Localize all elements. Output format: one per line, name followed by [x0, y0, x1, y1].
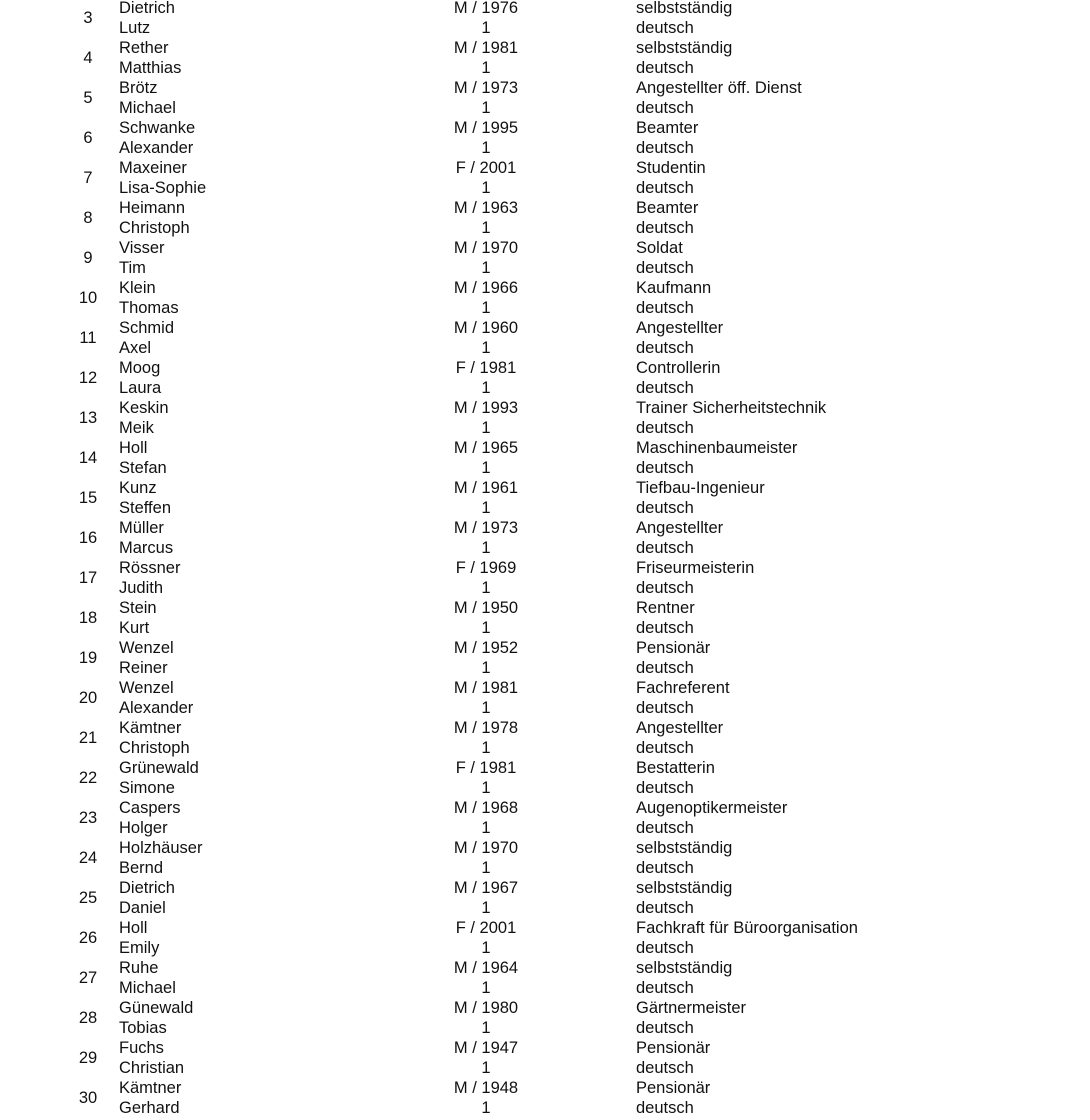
entry-occupation: Soldat	[636, 239, 683, 257]
entry-nationality: deutsch	[636, 979, 694, 997]
entry-first-name: Christian	[119, 1059, 185, 1077]
entry-gender-year: M / 1963	[453, 199, 519, 217]
entry-number: 11	[79, 329, 97, 347]
entry-number: 27	[78, 969, 98, 987]
entry-occupation: Pensionär	[636, 1079, 711, 1097]
entry-first-name: Stefan	[119, 459, 167, 477]
entry-occupation: Rentner	[636, 599, 695, 617]
entry-number: 24	[78, 849, 98, 867]
entry-surname: Kunz	[119, 479, 157, 497]
entry-occupation: Tiefbau-Ingenieur	[636, 479, 765, 497]
list-item	[0, 358, 1090, 398]
entry-flag: 1	[481, 619, 491, 637]
entry-first-name: Kurt	[119, 619, 150, 637]
entry-occupation: Friseurmeisterin	[636, 559, 755, 577]
entry-nationality: deutsch	[636, 419, 694, 437]
entry-nationality: deutsch	[636, 219, 694, 237]
list-item	[0, 118, 1090, 158]
entry-number: 30	[78, 1089, 98, 1107]
entry-first-name: Laura	[119, 379, 162, 397]
entry-number: 14	[78, 449, 98, 467]
entry-occupation: Angestellter	[636, 519, 724, 537]
entry-flag: 1	[481, 379, 491, 397]
entry-nationality: deutsch	[636, 259, 694, 277]
entry-gender-year: M / 1965	[453, 439, 519, 457]
list-item	[0, 558, 1090, 598]
entry-surname: Schwanke	[119, 119, 196, 137]
entry-first-name: Michael	[119, 979, 176, 997]
entry-number: 26	[78, 929, 98, 947]
entry-nationality: deutsch	[636, 379, 694, 397]
entry-first-name: Tobias	[119, 1019, 167, 1037]
entry-gender-year: F / 2001	[455, 919, 517, 937]
entry-gender-year: F / 1969	[455, 559, 517, 577]
entry-first-name: Axel	[119, 339, 152, 357]
entry-surname: Maxeiner	[119, 159, 187, 177]
entry-number: 25	[78, 889, 98, 907]
entry-gender-year: M / 1964	[453, 959, 519, 977]
entry-occupation: Studentin	[636, 159, 706, 177]
entry-nationality: deutsch	[636, 179, 694, 197]
entry-nationality: deutsch	[636, 99, 694, 117]
entry-surname: Rether	[119, 39, 169, 57]
list-item	[0, 238, 1090, 278]
entry-occupation: selbstständig	[636, 879, 733, 897]
list-item	[0, 518, 1090, 558]
entry-surname: Müller	[119, 519, 164, 537]
list-item	[0, 718, 1090, 758]
entry-number: 3	[83, 9, 93, 27]
entry-flag: 1	[481, 419, 491, 437]
list-item	[0, 78, 1090, 118]
entry-gender-year: M / 1968	[453, 799, 519, 817]
entry-gender-year: F / 1981	[455, 759, 517, 777]
entry-gender-year: M / 1952	[453, 639, 519, 657]
entry-occupation: selbstständig	[636, 39, 733, 57]
entry-surname: Kämtner	[119, 719, 182, 737]
entry-occupation: selbstständig	[636, 839, 733, 857]
entry-surname: Caspers	[119, 799, 181, 817]
entry-surname: Holl	[119, 919, 148, 937]
entry-occupation: Beamter	[636, 199, 699, 217]
entry-first-name: Meik	[119, 419, 154, 437]
entry-occupation: Trainer Sicherheitstechnik	[636, 399, 827, 417]
entry-first-name: Lutz	[119, 19, 151, 37]
list-item	[0, 398, 1090, 438]
entry-number: 22	[78, 769, 98, 787]
entry-nationality: deutsch	[636, 939, 694, 957]
list-item	[0, 1038, 1090, 1078]
list-item	[0, 758, 1090, 798]
entry-occupation: Angestellter	[636, 719, 724, 737]
entry-occupation: Fachreferent	[636, 679, 730, 697]
entry-number: 20	[78, 689, 98, 707]
entry-gender-year: M / 1980	[453, 999, 519, 1017]
entry-occupation: Pensionär	[636, 1039, 711, 1057]
list-item	[0, 438, 1090, 478]
entry-occupation: Angestellter	[636, 319, 724, 337]
entry-nationality: deutsch	[636, 1059, 694, 1077]
entry-first-name: Simone	[119, 779, 175, 797]
entry-gender-year: M / 1948	[453, 1079, 519, 1097]
entry-surname: Wenzel	[119, 679, 174, 697]
entry-gender-year: M / 1960	[453, 319, 519, 337]
entry-nationality: deutsch	[636, 579, 694, 597]
entry-surname: Dietrich	[119, 879, 175, 897]
entry-first-name: Christoph	[119, 219, 190, 237]
list-item	[0, 998, 1090, 1038]
entry-flag: 1	[481, 299, 491, 317]
entry-occupation: Maschinenbaumeister	[636, 439, 798, 457]
entry-nationality: deutsch	[636, 1019, 694, 1037]
entry-flag: 1	[481, 899, 491, 917]
entry-nationality: deutsch	[636, 139, 694, 157]
entry-flag: 1	[481, 259, 491, 277]
entry-flag: 1	[481, 939, 491, 957]
entry-first-name: Tim	[119, 259, 146, 277]
entry-number: 19	[78, 649, 98, 667]
entry-surname: Keskin	[119, 399, 169, 417]
entry-gender-year: M / 1970	[453, 839, 519, 857]
entry-number: 28	[78, 1009, 98, 1027]
entry-surname: Fuchs	[119, 1039, 164, 1057]
entry-flag: 1	[481, 99, 491, 117]
list-item	[0, 878, 1090, 918]
entry-first-name: Thomas	[119, 299, 179, 317]
entry-flag: 1	[481, 659, 491, 677]
entry-surname: Brötz	[119, 79, 158, 97]
list-item	[0, 798, 1090, 838]
entry-gender-year: M / 1947	[453, 1039, 519, 1057]
entry-first-name: Christoph	[119, 739, 190, 757]
entry-number: 15	[78, 489, 98, 507]
entry-nationality: deutsch	[636, 539, 694, 557]
entry-first-name: Michael	[119, 99, 176, 117]
list-item	[0, 638, 1090, 678]
list-item	[0, 318, 1090, 358]
entry-flag: 1	[481, 1019, 491, 1037]
entry-number: 29	[78, 1049, 98, 1067]
entry-surname: Kämtner	[119, 1079, 182, 1097]
entry-gender-year: M / 1970	[453, 239, 519, 257]
entry-surname: Klein	[119, 279, 156, 297]
entry-occupation: Controllerin	[636, 359, 721, 377]
entry-surname: Holl	[119, 439, 148, 457]
entry-first-name: Matthias	[119, 59, 182, 77]
entry-number: 18	[78, 609, 98, 627]
entry-occupation: selbstständig	[636, 959, 733, 977]
list-item	[0, 598, 1090, 638]
entry-flag: 1	[481, 699, 491, 717]
entry-nationality: deutsch	[636, 619, 694, 637]
entry-surname: Dietrich	[119, 0, 175, 17]
entry-flag: 1	[481, 739, 491, 757]
entry-surname: Wenzel	[119, 639, 174, 657]
list-item	[0, 198, 1090, 238]
entry-occupation: Gärtnermeister	[636, 999, 747, 1017]
entry-occupation: Bestatterin	[636, 759, 715, 777]
list-item	[0, 278, 1090, 318]
list-item	[0, 1078, 1090, 1118]
entry-surname: Grünewald	[119, 759, 199, 777]
list-item	[0, 918, 1090, 958]
entry-gender-year: M / 1966	[453, 279, 519, 297]
entry-flag: 1	[481, 459, 491, 477]
entry-first-name: Marcus	[119, 539, 174, 557]
entry-flag: 1	[481, 859, 491, 877]
list-item	[0, 838, 1090, 878]
entry-gender-year: M / 1967	[453, 879, 519, 897]
entry-surname: Moog	[119, 359, 161, 377]
entry-occupation: Angestellter öff. Dienst	[636, 79, 802, 97]
entry-flag: 1	[481, 139, 491, 157]
entry-occupation: Fachkraft für Büroorganisation	[636, 919, 858, 937]
entry-occupation: Augenoptikermeister	[636, 799, 788, 817]
entry-gender-year: M / 1950	[453, 599, 519, 617]
entry-occupation: Pensionär	[636, 639, 711, 657]
entry-nationality: deutsch	[636, 779, 694, 797]
entry-nationality: deutsch	[636, 339, 694, 357]
entry-number: 17	[78, 569, 98, 587]
entry-nationality: deutsch	[636, 499, 694, 517]
entry-surname: Schmid	[119, 319, 175, 337]
entry-gender-year: M / 1973	[453, 79, 519, 97]
entry-nationality: deutsch	[636, 59, 694, 77]
entry-nationality: deutsch	[636, 899, 694, 917]
entry-first-name: Reiner	[119, 659, 168, 677]
entry-number: 9	[83, 249, 93, 267]
entry-first-name: Alexander	[119, 139, 194, 157]
entry-nationality: deutsch	[636, 19, 694, 37]
entry-nationality: deutsch	[636, 459, 694, 477]
entry-nationality: deutsch	[636, 739, 694, 757]
entry-first-name: Daniel	[119, 899, 166, 917]
entry-flag: 1	[481, 1059, 491, 1077]
entry-gender-year: F / 1981	[455, 359, 517, 377]
list-item	[0, 478, 1090, 518]
entry-flag: 1	[481, 19, 491, 37]
entry-surname: Holzhäuser	[119, 839, 203, 857]
entry-flag: 1	[481, 339, 491, 357]
entry-gender-year: M / 1961	[453, 479, 519, 497]
list-item	[0, 38, 1090, 78]
entry-flag: 1	[481, 59, 491, 77]
entry-surname: Heimann	[119, 199, 186, 217]
entry-surname: Ruhe	[119, 959, 159, 977]
entry-number: 12	[78, 369, 98, 387]
entry-flag: 1	[481, 499, 491, 517]
entry-gender-year: M / 1995	[453, 119, 519, 137]
entry-first-name: Emily	[119, 939, 160, 957]
entry-number: 21	[78, 729, 98, 747]
entry-occupation: Beamter	[636, 119, 699, 137]
entry-flag: 1	[481, 779, 491, 797]
entry-number: 7	[83, 169, 93, 187]
entry-surname: Rössner	[119, 559, 181, 577]
entry-first-name: Alexander	[119, 699, 194, 717]
entry-first-name: Lisa-Sophie	[119, 179, 207, 197]
entry-flag: 1	[481, 819, 491, 837]
entry-first-name: Judith	[119, 579, 164, 597]
entry-number: 16	[78, 529, 98, 547]
entry-gender-year: M / 1973	[453, 519, 519, 537]
list-item	[0, 958, 1090, 998]
entry-nationality: deutsch	[636, 699, 694, 717]
entry-gender-year: M / 1976	[453, 0, 519, 17]
entry-surname: Visser	[119, 239, 165, 257]
entry-flag: 1	[481, 539, 491, 557]
entry-flag: 1	[481, 179, 491, 197]
entry-surname: Günewald	[119, 999, 194, 1017]
entry-gender-year: M / 1978	[453, 719, 519, 737]
entry-number: 6	[83, 129, 93, 147]
entry-nationality: deutsch	[636, 299, 694, 317]
entry-number: 5	[83, 89, 93, 107]
entry-nationality: deutsch	[636, 819, 694, 837]
list-item	[0, 158, 1090, 198]
entry-first-name: Bernd	[119, 859, 164, 877]
entry-gender-year: M / 1981	[453, 679, 519, 697]
entry-gender-year: M / 1993	[453, 399, 519, 417]
entry-number: 4	[83, 49, 93, 67]
entry-occupation: Kaufmann	[636, 279, 712, 297]
list-item	[0, 0, 1090, 38]
entry-flag: 1	[481, 979, 491, 997]
entry-nationality: deutsch	[636, 859, 694, 877]
entry-number: 13	[78, 409, 98, 427]
entry-flag: 1	[481, 579, 491, 597]
entry-nationality: deutsch	[636, 1099, 694, 1117]
entry-flag: 1	[481, 1099, 491, 1117]
entry-gender-year: M / 1981	[453, 39, 519, 57]
entry-number: 8	[83, 209, 93, 227]
entry-flag: 1	[481, 219, 491, 237]
entry-surname: Stein	[119, 599, 157, 617]
entry-first-name: Gerhard	[119, 1099, 180, 1117]
entry-number: 23	[78, 809, 98, 827]
entry-first-name: Holger	[119, 819, 168, 837]
entry-gender-year: F / 2001	[455, 159, 517, 177]
entry-number: 10	[78, 289, 98, 307]
entry-nationality: deutsch	[636, 659, 694, 677]
entry-first-name: Steffen	[119, 499, 171, 517]
entry-occupation: selbstständig	[636, 0, 733, 17]
list-item	[0, 678, 1090, 718]
